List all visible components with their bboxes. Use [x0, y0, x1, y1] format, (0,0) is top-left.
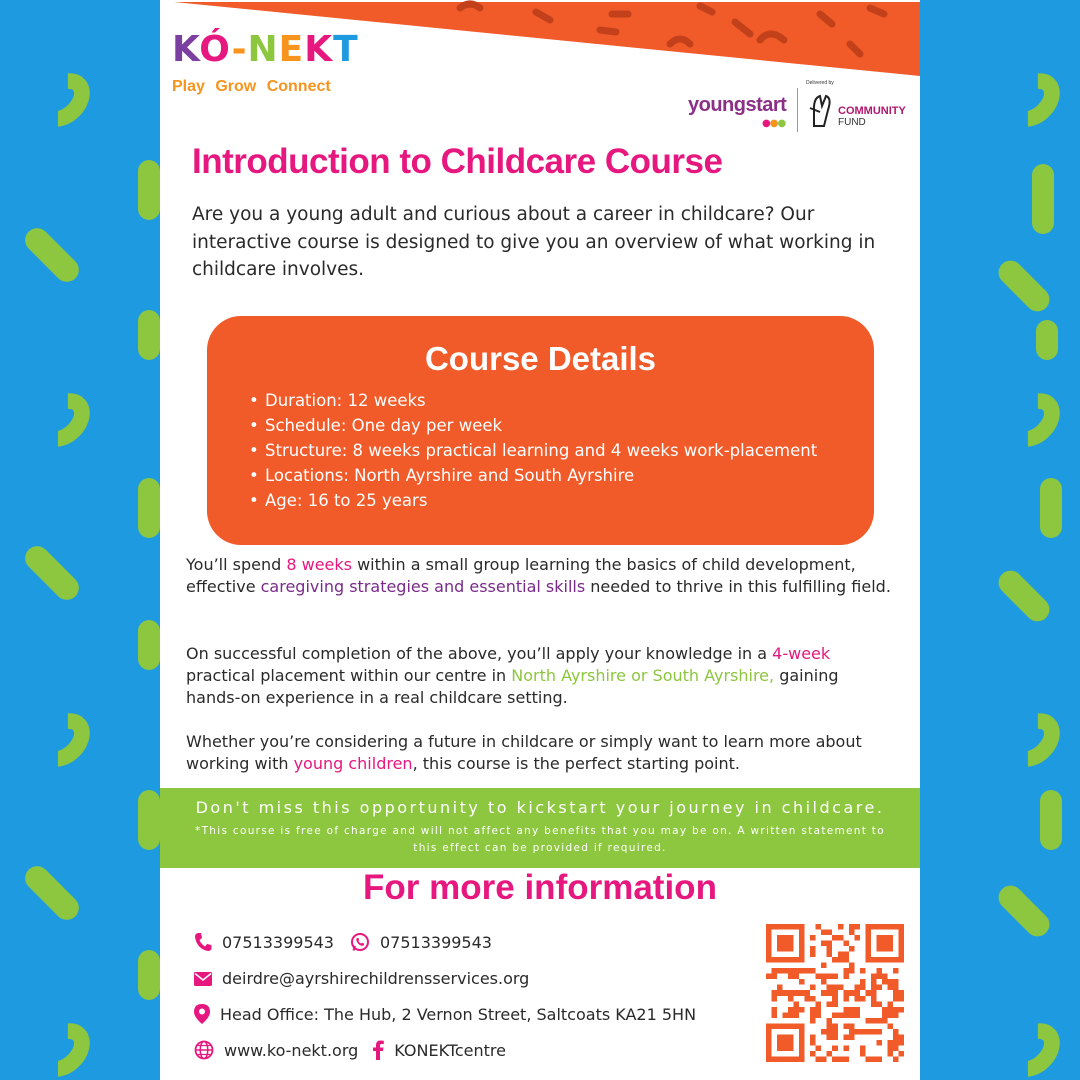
highlight-text: 8 weeks: [286, 555, 352, 574]
detail-item: • Age: 16 to 25 years: [249, 488, 874, 513]
delivered-by-label: Delivered by: [806, 80, 834, 86]
email-address[interactable]: deirdre@ayrshirechildrensservices.org: [222, 969, 530, 988]
youngstart-logo: youngstart: [688, 94, 787, 116]
sponsor-divider: [797, 88, 798, 132]
decor-arc: [996, 383, 1071, 458]
decor-pill: [1036, 320, 1058, 360]
paragraph-group-learning: [186, 554, 898, 598]
facebook-handle[interactable]: KONEKTcentre: [394, 1040, 506, 1060]
logo-letter: T: [333, 29, 359, 70]
decor-pill: [138, 478, 160, 538]
crossed-fingers-icon: [806, 92, 836, 128]
location-pin-icon: [194, 1004, 210, 1024]
decor-pill: [138, 310, 160, 360]
highlight-text: caregiving strategies and essential skills: [260, 577, 586, 596]
office-address: Head Office: The Hub, 2 Vernon Street, Saltcoats KA21 5HN: [220, 1004, 697, 1024]
banner-footnote: *This course is free of charge and will not affect any benefits that you may be on. A written statement to this effect can be provided if required.: [195, 825, 885, 854]
poster: [160, 0, 920, 1080]
decor-pill: [994, 256, 1055, 317]
highlight-text: 4-week: [772, 644, 831, 663]
decor-pill: [138, 790, 160, 850]
decor-pill: [20, 541, 84, 605]
decor-arc: [996, 1013, 1071, 1080]
text-span: Whether you’re considering a future in childcare or simply want to learn more about working with: [186, 732, 862, 773]
logo-letter: K: [304, 29, 334, 70]
website-link[interactable]: www.ko-nekt.org: [224, 1040, 359, 1060]
detail-item: • Structure: 8 weeks practical learning and 4 weeks work-placement: [249, 438, 874, 463]
decor-arc: [996, 703, 1071, 778]
logo-wordmark: [172, 30, 359, 70]
logo-letter: E: [278, 29, 305, 70]
community-fund-line2: FUND: [838, 117, 866, 128]
page-title: Introduction to Childcare Course: [192, 142, 723, 181]
decor-pill: [994, 881, 1055, 942]
highlight-text: young children: [293, 754, 413, 773]
phone-number[interactable]: 07513399543: [222, 932, 334, 952]
address-contact: [194, 1004, 696, 1024]
highlight-text: North Ayrshire or South Ayrshire,: [511, 666, 775, 685]
decor-arc: [26, 703, 101, 778]
detail-item: • Locations: North Ayrshire and South Ayrshire: [249, 463, 874, 488]
text-span: needed to thrive in this fulfilling field.: [585, 577, 891, 596]
logo-letter: N: [247, 29, 279, 70]
decor-pill: [20, 223, 84, 287]
text-span: , this course is the perfect starting point.: [412, 754, 740, 773]
text-span: practical placement within our centre in: [186, 666, 512, 685]
detail-item: • Schedule: One day per week: [249, 413, 874, 438]
detail-item: • Duration: 12 weeks: [249, 388, 874, 413]
community-fund-line1: COMMUNITY: [838, 105, 906, 117]
web-contact[interactable]: [194, 1040, 506, 1060]
paragraph-closing: [186, 731, 898, 775]
sponsor-logos: [688, 80, 908, 136]
qr-code[interactable]: [766, 924, 904, 1062]
email-contact[interactable]: [194, 969, 529, 988]
decor-pill: [138, 620, 160, 670]
logo-letter: Ó: [199, 29, 232, 70]
facebook-icon: [372, 1040, 384, 1060]
youngstart-dots: ●●●: [762, 118, 786, 129]
more-info-heading: For more information: [363, 868, 717, 907]
call-to-action-banner: [160, 788, 920, 868]
logo-letter: -: [231, 29, 248, 70]
community-fund-logo: [838, 106, 906, 128]
course-details-title: Course Details: [424, 340, 657, 377]
decor-arc: [26, 63, 101, 138]
konekt-logo: [172, 30, 359, 96]
phone-contact[interactable]: [194, 932, 492, 952]
decor-pill: [1040, 790, 1062, 850]
decor-arc: [26, 1013, 101, 1080]
decor-pill: [138, 160, 160, 220]
globe-icon: [194, 1040, 214, 1060]
paragraph-placement: [186, 643, 898, 709]
mail-icon: [194, 972, 212, 986]
whatsapp-icon: [350, 932, 370, 952]
banner-headline: Don't miss this opportunity to kickstart your journey in childcare.: [195, 798, 885, 817]
decor-pill: [20, 861, 84, 925]
decor-pill: [994, 566, 1055, 627]
decor-arc: [996, 63, 1071, 138]
decor-pill: [138, 950, 160, 1000]
text-span: gaining hands-on experience in a real childcare setting.: [186, 666, 839, 707]
logo-letter: K: [172, 29, 200, 70]
decor-pill: [1032, 164, 1054, 234]
course-details-list: [249, 388, 874, 513]
text-span: You’ll spend: [186, 555, 287, 574]
phone-icon: [194, 932, 212, 952]
text-span: within a small group learning the basics of child development, effective: [186, 555, 856, 596]
course-details-box: [207, 316, 874, 545]
decor-arc: [26, 383, 101, 458]
intro-paragraph: Are you a young adult and curious about a career in childcare? Our interactive course is designed to give you an overview of what working in childcare involves.: [192, 204, 876, 280]
text-span: On successful completion of the above, you’ll apply your knowledge in a: [186, 644, 773, 663]
decor-pill: [1040, 478, 1062, 538]
whatsapp-number[interactable]: 07513399543: [379, 932, 492, 952]
logo-tagline: Play Grow Connect: [172, 78, 331, 95]
